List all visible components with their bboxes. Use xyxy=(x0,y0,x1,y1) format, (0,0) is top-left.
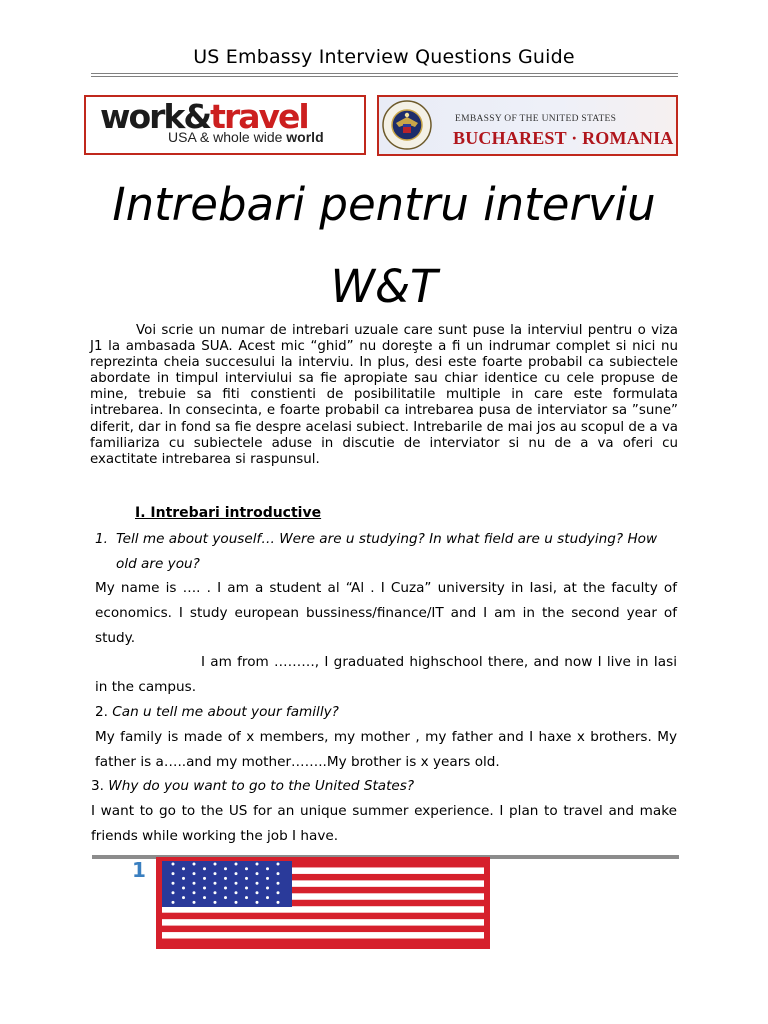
flag-star xyxy=(193,882,196,885)
embassy-line-1: EMBASSY OF THE UNITED STATES xyxy=(455,114,617,124)
flag-star xyxy=(193,872,196,875)
flag-canton xyxy=(162,861,292,907)
embassy-seal-icon xyxy=(382,99,432,151)
work-and-travel-logo xyxy=(84,95,366,155)
flag-star xyxy=(193,901,196,904)
flag-star xyxy=(235,891,238,894)
intro-paragraph: Voi scrie un numar de intrebari uzuale care sunt puse la interviul pentru o viza J1 la ambasada SUA. Acest mic “ghid” nu doreşte a fi un indrumar complet si nici nu reprezinta cheia succesului la interviu. In plus, desi este foarte probabil ca subiectele abordate in timpul interviului sa fie apropiate sau chiar identice cu cele propuse de mine, trebuie sa fiti constienti de posibilitatile multiple in care este formulata intrebarea. In consecinta, e foarte probabil ca intrebarea pusa de interviator sa ”sune” diferit, dar in fond sa fie despre acelasi subiect. Intrebarile de mai jos au scopul de a va familiariza cu subiectele aduse in discutie de interviator si nu de a va oferi cu exactitate intrebarea si raspunsul. xyxy=(90,323,678,467)
flag-star xyxy=(256,901,259,904)
question-2-text: Can u tell me about your familly? xyxy=(112,704,339,720)
flag-star xyxy=(172,901,175,904)
flag-star xyxy=(193,863,196,866)
question-3-number: 3. xyxy=(91,778,109,794)
flag-star xyxy=(266,887,269,890)
question-2 xyxy=(95,700,677,725)
flag-star xyxy=(245,867,248,870)
flag-stripe xyxy=(162,939,484,946)
question-3 xyxy=(91,774,677,799)
flag-star xyxy=(277,863,280,866)
flag-star xyxy=(182,867,185,870)
logo-tagline-plain: USA & whole wide xyxy=(168,129,287,145)
section-heading: I. Intrebari introductive xyxy=(135,505,322,521)
flag-star xyxy=(182,887,185,890)
question-3-text: Why do you want to go to the United States? xyxy=(108,778,415,794)
flag-stripe xyxy=(162,926,484,933)
answer-1: My name is …. . I am a student al “Al . I Cuza” university in Iasi, at the faculty of economics. I study european bussiness/finance/IT and I am in the second year of study. xyxy=(95,580,677,646)
embassy-line-2: BUCHAREST · ROMANIA xyxy=(453,128,674,148)
us-flag-image xyxy=(156,857,490,949)
flag-star xyxy=(172,872,175,875)
flag-star xyxy=(172,863,175,866)
flag-stripe xyxy=(162,932,484,939)
flag-star xyxy=(277,882,280,885)
flag-star xyxy=(203,867,206,870)
flag-star xyxy=(214,872,217,875)
logo-brand-travel: travel xyxy=(210,97,308,136)
flag-star xyxy=(245,896,248,899)
logo-tagline xyxy=(168,129,324,145)
document-title-line-2: W&T xyxy=(330,260,438,313)
flag-star xyxy=(266,877,269,880)
flag-star xyxy=(256,891,259,894)
question-1-number: 1. xyxy=(95,531,108,547)
question-1: Tell me about youself… Were are u studying? In what field are u studying? How old are you? xyxy=(116,531,658,572)
document-title-line-1: Intrebari pentru interviu xyxy=(112,178,656,231)
flag-star xyxy=(182,896,185,899)
flag-star xyxy=(214,863,217,866)
flag-star xyxy=(224,867,227,870)
question-2-number: 2. xyxy=(95,704,113,720)
flag-star xyxy=(203,896,206,899)
flag-star xyxy=(235,882,238,885)
flag-star xyxy=(193,891,196,894)
flag-star xyxy=(256,882,259,885)
flag-star xyxy=(182,877,185,880)
flag-star xyxy=(224,896,227,899)
flag-star xyxy=(172,891,175,894)
flag-star xyxy=(214,891,217,894)
logo-tagline-bold: world xyxy=(286,129,324,145)
flag-stripe xyxy=(162,913,484,920)
flag-star xyxy=(245,877,248,880)
flag-star xyxy=(256,863,259,866)
flag-star xyxy=(266,896,269,899)
flag-star xyxy=(277,872,280,875)
flag-star xyxy=(245,887,248,890)
answer-3: I want to go to the US for an unique summer experience. I plan to travel and make friends while working the job I have. xyxy=(91,803,677,844)
header-divider xyxy=(91,73,678,77)
flag-star xyxy=(172,882,175,885)
flag-star xyxy=(235,863,238,866)
flag-star xyxy=(277,891,280,894)
logo-brand-work: work& xyxy=(100,97,211,136)
page-header-title: US Embassy Interview Questions Guide xyxy=(193,46,575,68)
flag-stripe xyxy=(162,919,484,926)
flag-star xyxy=(266,867,269,870)
flag-star xyxy=(235,872,238,875)
answer-2: My family is made of x members, my mother , my father and I haxe x brothers. My father is a…..and my mother……..My brother is x years old. xyxy=(95,729,677,770)
flag-star xyxy=(224,887,227,890)
flag-star xyxy=(224,877,227,880)
embassy-banner-logo xyxy=(377,95,678,156)
flag-star xyxy=(214,901,217,904)
page-number: 1 xyxy=(132,858,146,882)
flag-star xyxy=(277,901,280,904)
flag-star xyxy=(203,877,206,880)
flag-star xyxy=(214,882,217,885)
flag-star xyxy=(235,901,238,904)
flag-stripe xyxy=(162,906,484,913)
answer-1-continued: I am from ………, I graduated highschool there, and now I live in Iasi in the campus. xyxy=(95,654,677,695)
flag-star xyxy=(203,887,206,890)
flag-star xyxy=(256,872,259,875)
